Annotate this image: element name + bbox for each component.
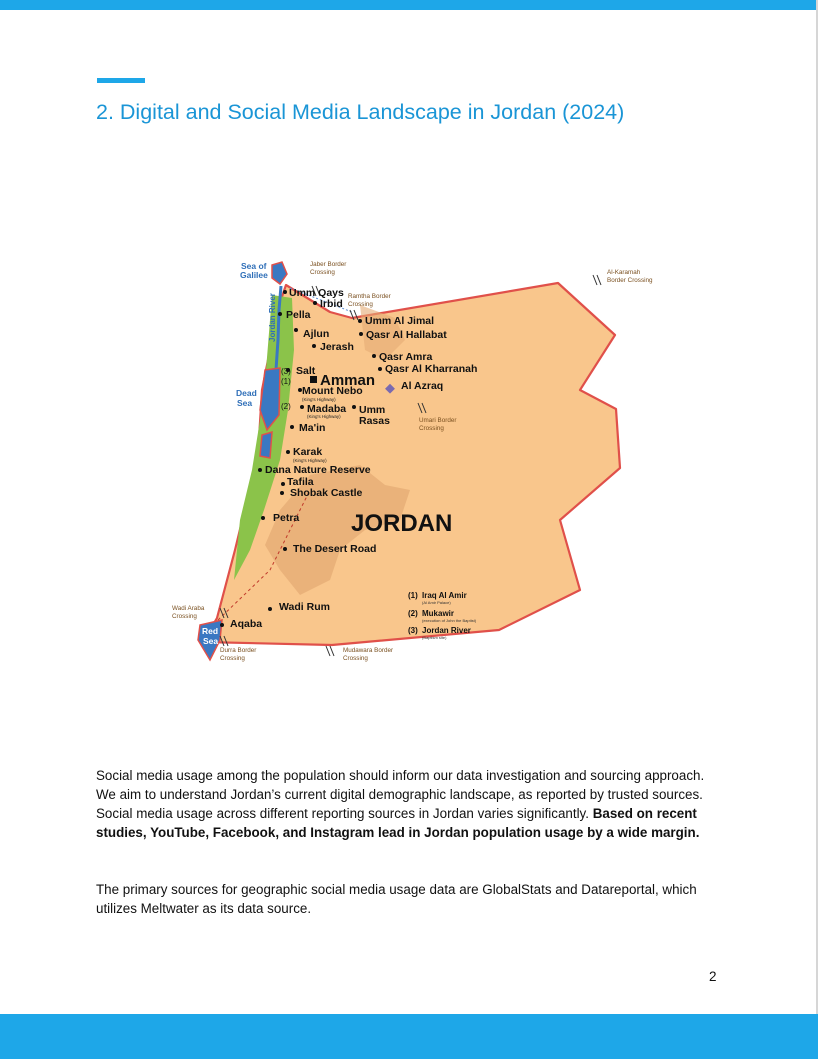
kings-highway-note-2: (King's Highway) [307, 414, 341, 419]
paragraph-2-text: The primary sources for geographic social media usage data are GlobalStats and Datareportal, which utilizes Meltwater as its data source. [96, 882, 697, 916]
label-dead-sea-1: Dead [236, 388, 257, 398]
label-wadi-araba-2: Crossing [172, 613, 197, 620]
dead-sea-south [260, 432, 272, 458]
label-red-sea-1: Red [202, 626, 219, 636]
label-main: Ma'in [299, 422, 326, 434]
site-marker-2: (2) [281, 402, 291, 411]
legend-sub-2: (execution of John the Baptist) [422, 618, 477, 623]
label-ramtha-2: Crossing [348, 301, 373, 308]
legend-num-1: (1) [408, 591, 418, 600]
paragraph-social-media-usage [96, 766, 726, 842]
label-jaber-1: Jaber Border [310, 261, 347, 268]
label-umm-rasas-2: Rasas [359, 415, 390, 427]
label-mudawara-1: Mudawara Border [343, 647, 394, 654]
label-salt: Salt [296, 365, 316, 377]
label-qasr-amra: Qasr Amra [379, 351, 433, 363]
label-wadi-rum: Wadi Rum [279, 601, 330, 613]
label-tafila: Tafila [287, 476, 314, 488]
legend-name-3: Jordan River [422, 626, 471, 635]
sea-of-galilee [272, 262, 287, 284]
label-qasr-al-hallabat: Qasr Al Hallabat [366, 329, 447, 341]
label-shobak: Shobak Castle [290, 487, 363, 499]
bottom-accent-bar [0, 1014, 818, 1059]
label-karak: Karak [293, 446, 323, 458]
label-qasr-al-kharranah: Qasr Al Kharranah [385, 363, 478, 375]
label-amman: Amman [320, 372, 376, 389]
label-jaber-2: Crossing [310, 269, 335, 276]
label-durra-2: Crossing [220, 655, 245, 662]
label-ramtha-1: Ramtha Border [348, 293, 391, 300]
kings-highway-note-3: (King's Highway) [293, 458, 327, 463]
jordan-map [160, 200, 680, 675]
label-dana: Dana Nature Reserve [265, 464, 371, 476]
top-accent-bar [0, 0, 818, 10]
label-wadi-araba-1: Wadi Araba [172, 605, 205, 612]
paragraph-1-bold: Based on recent studies, YouTube, Facebook, and Instagram lead in Jordan population usage by a wide margin. [96, 806, 700, 840]
label-jerash: Jerash [320, 341, 354, 353]
label-sea-of-galilee-1: Sea of [241, 261, 267, 271]
label-red-sea-2: Sea [203, 636, 219, 646]
legend-sub-1: (Al Amir Palace) [422, 600, 451, 605]
legend-num-2: (2) [408, 609, 418, 618]
paragraph-1-text: Social media usage among the population should inform our data investigation and sourcing approach. We aim to understand Jordan’s current digital demographic landscape, as reported by trusted sources. Social media usage across different reporting sources in Jordan varies significantly. [96, 768, 705, 821]
page-title: 2. Digital and Social Media Landscape in Jordan (2024) [96, 100, 625, 124]
legend-name-1: Iraq Al Amir [422, 591, 467, 600]
label-madaba: Madaba [307, 403, 347, 415]
label-umari-2: Crossing [419, 425, 444, 432]
country-label: JORDAN [351, 510, 453, 537]
label-umm-rasas-1: Umm [359, 404, 386, 416]
label-karamah-2: Border Crossing [607, 277, 653, 284]
label-irbid: Irbid [320, 298, 343, 310]
label-umm-qays: Umm Qays [289, 287, 344, 299]
label-umm-al-jimal: Umm Al Jimal [365, 315, 435, 327]
paragraph-primary-sources [96, 880, 726, 918]
title-accent-rule [97, 78, 145, 83]
label-petra: Petra [273, 512, 300, 524]
site-marker-1: (1) [281, 377, 291, 386]
label-dead-sea-2: Sea [237, 398, 253, 408]
site-marker-3: (3) [281, 367, 291, 376]
label-aqaba: Aqaba [230, 618, 263, 630]
label-durra-1: Durra Border [220, 647, 257, 654]
label-pella: Pella [286, 309, 311, 321]
legend-sub-3: (Baptism site) [422, 635, 447, 640]
legend-name-2: Mukawir [422, 609, 455, 618]
label-desert-road: The Desert Road [293, 543, 377, 555]
capital-marker [310, 376, 317, 383]
label-ajlun: Ajlun [303, 328, 330, 340]
label-al-azraq: Al Azraq [401, 380, 444, 392]
page-number: 2 [709, 969, 717, 984]
label-jordan-river: Jordan River [268, 293, 277, 342]
label-mudawara-2: Crossing [343, 655, 368, 662]
kings-highway-note-1: (King's Highway) [302, 397, 336, 402]
label-umari-1: Umari Border [419, 417, 457, 424]
label-mount-nebo: Mount Nebo [302, 385, 363, 397]
label-sea-of-galilee-2: Galilee [240, 270, 268, 280]
label-karamah-1: Al-Karamah [607, 269, 641, 276]
legend-num-3: (3) [408, 626, 418, 635]
